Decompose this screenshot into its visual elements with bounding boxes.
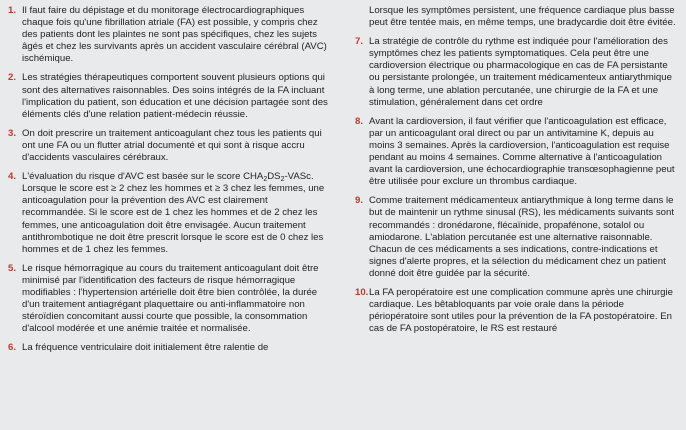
item-text: On doit prescrire un traitement anticoagulant chez tous les patients qui ont une FA ou un flutter atrial documenté et qui sont à risque accru d'accidents vasculaires cérébraux. xyxy=(22,127,322,164)
list-item-6-continuation: Lorsque les symptômes persistent, une fréquence cardiaque plus basse peut être tentée mais, en même temps, une bradycardie doit être évitée. xyxy=(369,5,676,29)
item-number: 2. xyxy=(8,72,17,84)
item-text: La fréquence ventriculaire doit initialement être ralentie de xyxy=(22,342,269,354)
item-text: Il faut faire du dépistage et du monitorage électrocardiographiques chaque fois qu'une fibrillation atriale (FA) est possible, y compris chez des patients dont les plaintes ne sont pas spécifiques, chez les sujets âgés et chez les survivants après un accident vasculaire cérébral (AVC) ischémique. xyxy=(22,5,327,65)
item-number: 5. xyxy=(8,262,17,274)
item-number: 1. xyxy=(8,5,17,16)
item-number: 3. xyxy=(8,127,17,139)
item-text: Avant la cardioversion, il faut vérifier que l'anticoagulation est efficace, par un anticoagulant oral direct ou par un antivitamine K, depuis au moins 3 semaines. Après la cardioversion, l'anticoagulation est requise pendant au moins 4 semaines. Comme alternative à l'anticoagulation avant la cardioversion, une échocardiographie transœsophagienne peut être utilisée pour exclure un thrombus cardiaque. xyxy=(369,115,675,188)
item-text: Le risque hémorragique au cours du traitement anticoagulant doit être minimisé par l'identification des facteurs de risque hémorragique modifiables : l'hypertension artérielle doit être bien contrôlée, la durée d'un traitement antiagrégant plaquettaire ou anti-inflammatoire non stéroïdien concomitant aussi courte que possible, la consommation d'alcool modérée et une anémie traitée et normalisée. xyxy=(22,262,319,335)
list-item-8 xyxy=(355,116,677,189)
item-number: 4. xyxy=(8,171,17,183)
item-text xyxy=(22,171,328,256)
item-number: 10. xyxy=(355,286,369,298)
left-column xyxy=(8,5,328,361)
list-item-5 xyxy=(8,263,328,336)
item-number: 9. xyxy=(355,195,364,207)
item-text-part: -VASc. Lorsque le score est ≥ 2 chez les hommes et ≥ 3 chez les femmes, une anticoagulation pour la prévention des AVC est clairement recommandée. Si le score est de 1 chez les hommes et de 2 chez les femmes, une anticoagulation doit être envisagée. Aucun traitement antithrombotique ne doit être prescrit lorsque le score est de 0 chez les hommes et de 1 chez les femmes. xyxy=(22,171,325,255)
item-number: 8. xyxy=(355,115,364,127)
item-number: 7. xyxy=(355,36,364,48)
item-text-part: DS xyxy=(267,171,281,183)
list-item-10 xyxy=(355,287,677,335)
item-text: La FA peropératoire est une complication commune après une chirurgie cardiaque. Les bêtabloquants par voie orale dans la période périopératoire sont utiles pour la prévention de la FA postopératoire. En cas de FA postopératoire, le RS est restauré xyxy=(369,286,673,335)
subscript: 2 xyxy=(280,176,285,184)
subscript: 2 xyxy=(263,176,268,184)
item-text: Les stratégies thérapeutiques comportent souvent plusieurs options qui sont des alternatives raisonnables. Des soins intégrés de la FA incluant l'implication du patient, son éducation et une décision partagée sont des éléments clés d'une relation patient-médecin réussie. xyxy=(22,72,328,120)
list-item-1 xyxy=(8,5,328,65)
list-item-7 xyxy=(355,36,677,109)
item-text: La stratégie de contrôle du rythme est indiquée pour l'amélioration des symptômes chez les patients symptomatiques. Cela peut être une cardioversion électrique ou pharmacologique en cas de FA persistante ou persistante prolongée, un traitement médicamenteux antiarythmique à long terme, une ablation percutanée, une chirurgie de la FA et une stimulation, généralement dans cet ordre xyxy=(369,36,672,108)
list-item-4 xyxy=(8,171,328,256)
item-text: Comme traitement médicamenteux antiarythmique à long terme dans le but de maintenir un rythme sinusal (RS), les médicaments suivants sont recommandés : dronédarone, flécaïnide, propafénone, sotalol ou amiodarone. L'ablation percutanée est une alternative raisonnable. Chacun de ces médicaments a ses indications, contre-indications et signes d'alerte propres, et la sélection du médicament chez un patient donné doit être guidée par la sécurité. xyxy=(369,195,674,279)
list-item-3 xyxy=(8,128,328,164)
item-text-part: L'évaluation du risque d'AVC est basée sur le score CHA xyxy=(22,171,264,183)
right-column xyxy=(355,5,677,342)
list-item-2 xyxy=(8,72,328,120)
list-item-6 xyxy=(8,342,328,354)
item-number: 6. xyxy=(8,342,17,354)
list-item-9 xyxy=(355,195,677,280)
